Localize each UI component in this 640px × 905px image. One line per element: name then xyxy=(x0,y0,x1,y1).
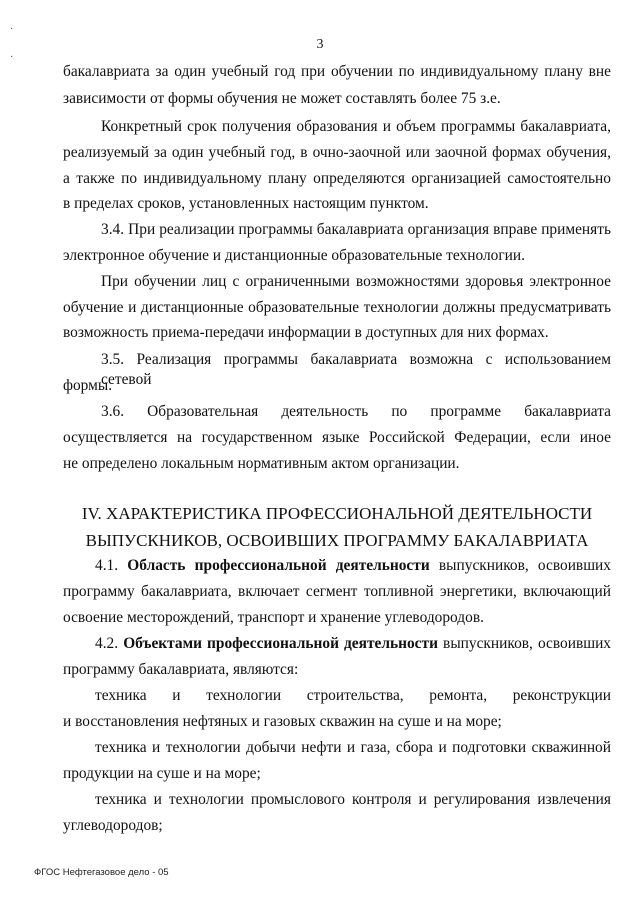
text-line: не определено локальным нормативным актом организации. xyxy=(63,455,460,472)
clause-text: выпускников, освоивших xyxy=(438,557,611,574)
text-line: электронное обучение и дистанционные образовательные технологии. xyxy=(63,247,525,264)
list-item-line: углеводородов; xyxy=(63,817,163,834)
list-item-line: и восстановления нефтяных и газовых скважин на суше и на море; xyxy=(63,713,502,730)
section-heading: IV. ХАРАКТЕРИСТИКА ПРОФЕССИОНАЛЬНОЙ ДЕЯТЕЛЬНОСТИ xyxy=(81,504,593,523)
bold-term: Объектами профессиональной деятельности xyxy=(123,635,438,652)
list-item-line: техника и технологии добычи нефти и газа, сбора и подготовки скважинной xyxy=(95,739,611,756)
bold-term: Область профессиональной деятельности xyxy=(127,557,430,574)
text-line: При обучении лиц с ограниченными возможностями здоровья электронное xyxy=(101,273,611,290)
clause-number: 4.2. xyxy=(95,635,119,652)
text-line: бакалавриата за один учебный год при обучении по индивидуальному плану вне xyxy=(63,63,611,80)
text-line: возможность приема-передачи информации в доступных для них формах. xyxy=(63,324,549,341)
text-line: осуществляется на государственном языке Российской Федерации, если иное xyxy=(63,429,611,446)
clause-4-2-first-line xyxy=(95,634,611,654)
text-line: программу бакалавриата, включает сегмент топливной энергетики, включающий xyxy=(63,583,611,600)
clause-text: выпускников, освоивших xyxy=(443,635,612,652)
list-item-line: продукции на суше и на море; xyxy=(63,765,261,782)
text-line: в пределах сроков, установленных настоящим пунктом. xyxy=(63,195,429,212)
text-line: формы. xyxy=(63,377,113,394)
text-line: 3.4. При реализации программы бакалавриата организация вправе применять xyxy=(101,221,611,238)
section-heading: ВЫПУСКНИКОВ, ОСВОИВШИХ ПРОГРАММУ БАКАЛАВРИАТА xyxy=(85,531,589,550)
text-line: 3.6. Образовательная деятельность по программе бакалавриата xyxy=(101,403,611,420)
text-line: Конкретный срок получения образования и объем программы бакалавриата, xyxy=(101,118,611,135)
text-line: реализуемый за один учебный год, в очно-заочной или заочной формах обучения, xyxy=(63,144,611,161)
text-line: освоение месторождений, транспорт и хранение углеводородов. xyxy=(63,609,484,626)
scan-mark: · xyxy=(10,24,14,35)
clause-number: 4.1. xyxy=(95,557,119,574)
page-footer: ФГОС Нефтегазовое дело - 05 xyxy=(34,867,169,878)
clause-4-1-first-line xyxy=(95,556,611,576)
text-line: зависимости от формы обучения не может составлять более 75 з.е. xyxy=(63,90,501,107)
list-item-line: техника и технологии строительства, ремонта, реконструкции xyxy=(95,687,611,704)
list-item-line: техника и технологии промыслового контроля и регулирования извлечения xyxy=(95,791,611,808)
scan-mark: · xyxy=(10,52,14,63)
text-line: 3.5. Реализация программы бакалавриата возможна с использованием сетевой xyxy=(101,351,611,388)
text-line: обучение и дистанционные образовательные технологии должны предусматривать xyxy=(63,299,611,316)
text-line: программу бакалавриата, являются: xyxy=(63,661,299,678)
page-number: 3 xyxy=(316,37,324,52)
text-line: а также по индивидуальному плану определяются организацией самостоятельно xyxy=(63,170,611,187)
